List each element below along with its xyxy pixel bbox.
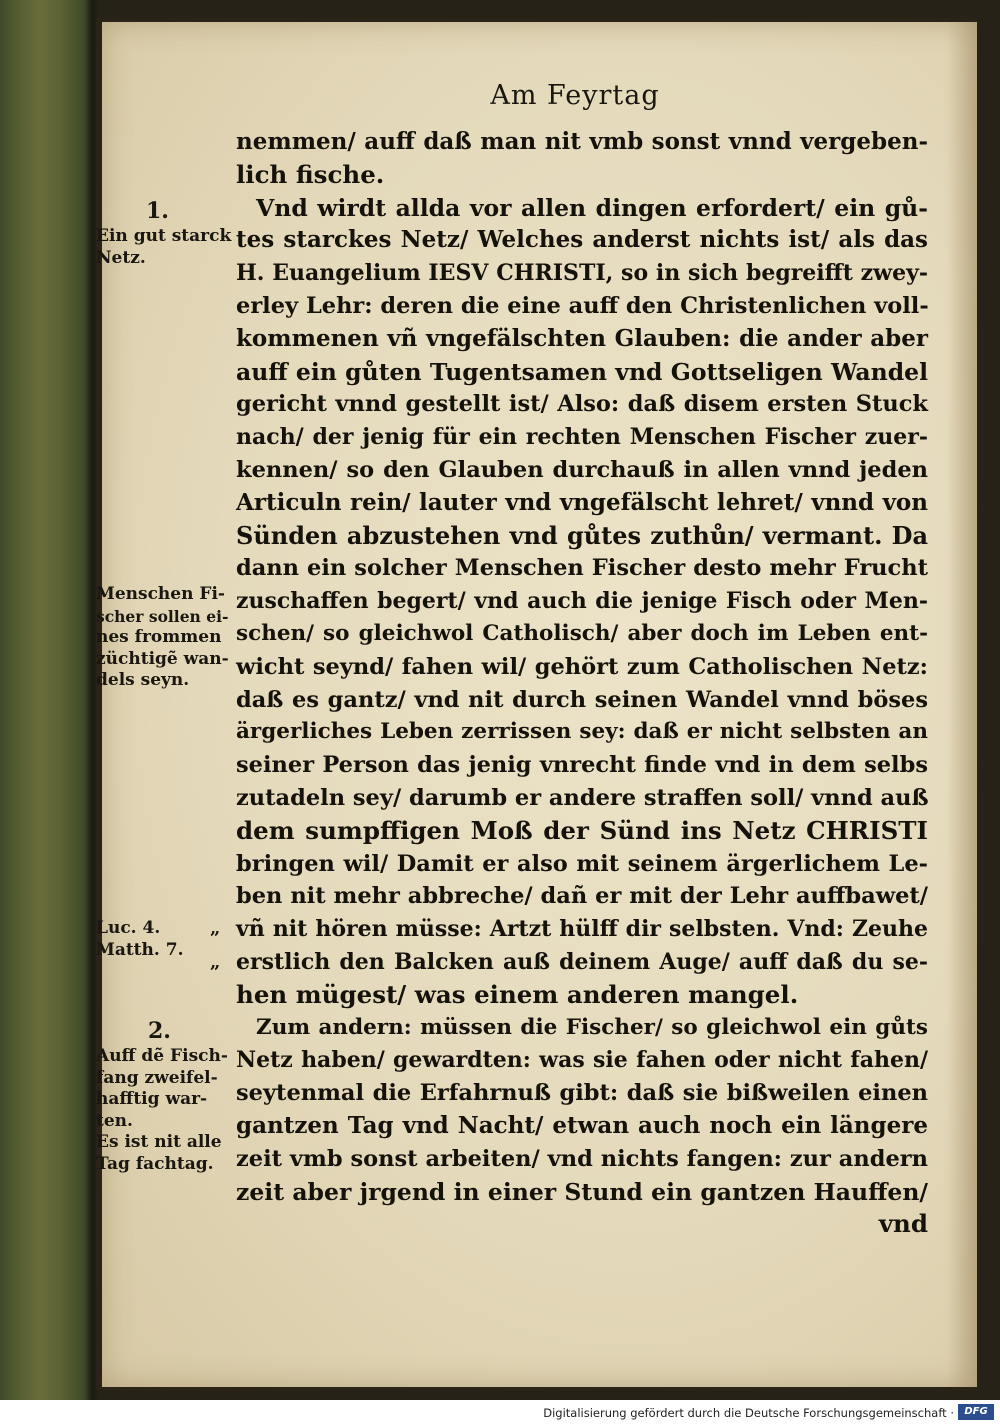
margin-number: 2. — [148, 1018, 171, 1044]
text-line: vñ nit hören müsse: Artzt hülff dir selbsten. Vnd: Zeuhe — [236, 916, 928, 943]
text-line: Vnd wirdt allda vor allen dingen erfordert/ ein gů- — [256, 193, 928, 222]
margin-note-line: fang zweifel- — [96, 1067, 218, 1088]
text-line: gericht vnnd gestellt ist/ Also: daß disem ersten Stuck — [236, 391, 928, 418]
margin-note-line: scher sollen ei- — [96, 606, 229, 626]
text-line: tes starckes Netz/ Welches anderst nichts ist/ als das — [236, 226, 928, 254]
text-line: seiner Person das jenig vnrecht finde vnd in dem selbs — [236, 752, 928, 779]
margin-note-line: hafftig war- — [96, 1089, 208, 1109]
running-head: Am Feyrtag — [490, 80, 660, 111]
text-line: ärgerliches Leben zerrissen sey: daß er nicht selbsten an — [236, 719, 928, 745]
footer-bar — [0, 1400, 1000, 1425]
text-line: kennen/ so den Glauben durchauß in allen vnnd jeden — [236, 456, 928, 483]
margin-number: 1. — [146, 198, 169, 224]
margin-note-line: Luc. 4. — [96, 918, 161, 938]
catchword: vnd — [878, 1209, 928, 1239]
funding-credit: Digitalisierung gefördert durch die Deutsche Forschungsgemeinschaft · — [543, 1406, 954, 1420]
text-line: hen mügest/ was einem anderen mangel. — [236, 979, 799, 1009]
margin-note-line: Matth. 7. — [96, 939, 184, 960]
margin-note-line: ten. — [96, 1110, 133, 1131]
text-line: dann ein solcher Menschen Fischer desto mehr Frucht — [236, 555, 928, 582]
margin-note-line: Netz. — [96, 247, 146, 268]
text-line: gantzen Tag vnd Nacht/ etwan auch noch ein längere — [236, 1111, 928, 1139]
page-edge — [947, 22, 977, 1387]
text-line: Articuln rein/ lauter vnd vngefälscht lehret/ vnnd von — [236, 488, 928, 516]
margin-note-line: nes frommen — [96, 627, 222, 647]
margin-note-line: Menschen Fi- — [96, 584, 225, 604]
margin-note — [96, 584, 231, 692]
text-line: auff ein gůten Tugentsamen vnd Gottseligen Wandel — [236, 357, 928, 386]
main-text-block — [236, 126, 928, 1241]
text-line: dem sumpffigen Moß der Sünd ins Netz CHRISTI — [236, 815, 928, 845]
text-line: daß es gantz/ vnd nit durch seinen Wandel vnnd böses — [236, 686, 928, 713]
dfg-logo: DFG — [958, 1404, 994, 1420]
margin-note-line: Ein gut starck — [96, 226, 232, 246]
text-line: schen/ so gleichwol Catholisch/ aber doch im Leben ent- — [236, 620, 928, 646]
text-line: Sünden abzustehen vnd gůtes zuthůn/ vermant. Da — [236, 520, 928, 550]
margin-note-line: dels seyn. — [96, 670, 190, 690]
quote-mark: „ — [210, 918, 221, 939]
margin-note-line: Tag fachtag. — [96, 1153, 214, 1174]
text-line: zeit aber jrgend in einer Stund ein gantzen Hauffen/ — [236, 1177, 928, 1206]
text-line: bringen wil/ Damit er also mit seinem ärgerlichem Le- — [236, 850, 928, 877]
text-line: zutadeln sey/ darumb er andere straffen soll/ vnnd auß — [236, 784, 929, 811]
margin-note-line: Auff dẽ Fisch- — [96, 1046, 228, 1066]
text-line: Netz haben/ gewardten: was sie fahen oder nicht fahen/ — [236, 1047, 928, 1074]
quote-mark: „ — [210, 952, 221, 973]
text-line: nemmen/ auff daß man nit vmb sonst vnnd vergeben- — [236, 128, 928, 155]
margin-note — [96, 1046, 231, 1175]
margin-note-line: züchtigẽ wan- — [96, 648, 229, 669]
text-line: erstlich den Balcken auß deinem Auge/ auff daß du se- — [236, 948, 928, 975]
text-line: erley Lehr: deren die eine auff den Christenlichen voll- — [236, 292, 929, 319]
text-line: zuschaffen begert/ vnd auch die jenige Fisch oder Men- — [236, 588, 928, 615]
text-line: wicht seynd/ fahen wil/ gehört zum Catholischen Netz: — [236, 653, 928, 680]
text-line: zeit vmb sonst arbeiten/ vnd nichts fangen: zur andern — [236, 1145, 928, 1172]
text-line: lich fische. — [236, 159, 385, 189]
text-line: kommenen vñ vngefälschten Glauben: die ander aber — [236, 324, 928, 352]
text-line: nach/ der jenig für ein rechten Menschen Fischer zuer- — [236, 424, 928, 451]
margin-note-line: Es ist nit alle — [96, 1132, 222, 1152]
text-line: seytenmal die Erfahrnuß gibt: daß sie bißweilen einen — [236, 1080, 928, 1107]
text-line: H. Euangelium IESV CHRISTI, so in sich begreifft zwey- — [236, 260, 928, 287]
margin-note — [96, 226, 231, 269]
text-line: ben nit mehr abbreche/ dañ er mit der Lehr auffbawet/ — [236, 883, 928, 910]
text-line: Zum andern: müssen die Fischer/ so gleichwol ein gůts — [256, 1014, 928, 1040]
